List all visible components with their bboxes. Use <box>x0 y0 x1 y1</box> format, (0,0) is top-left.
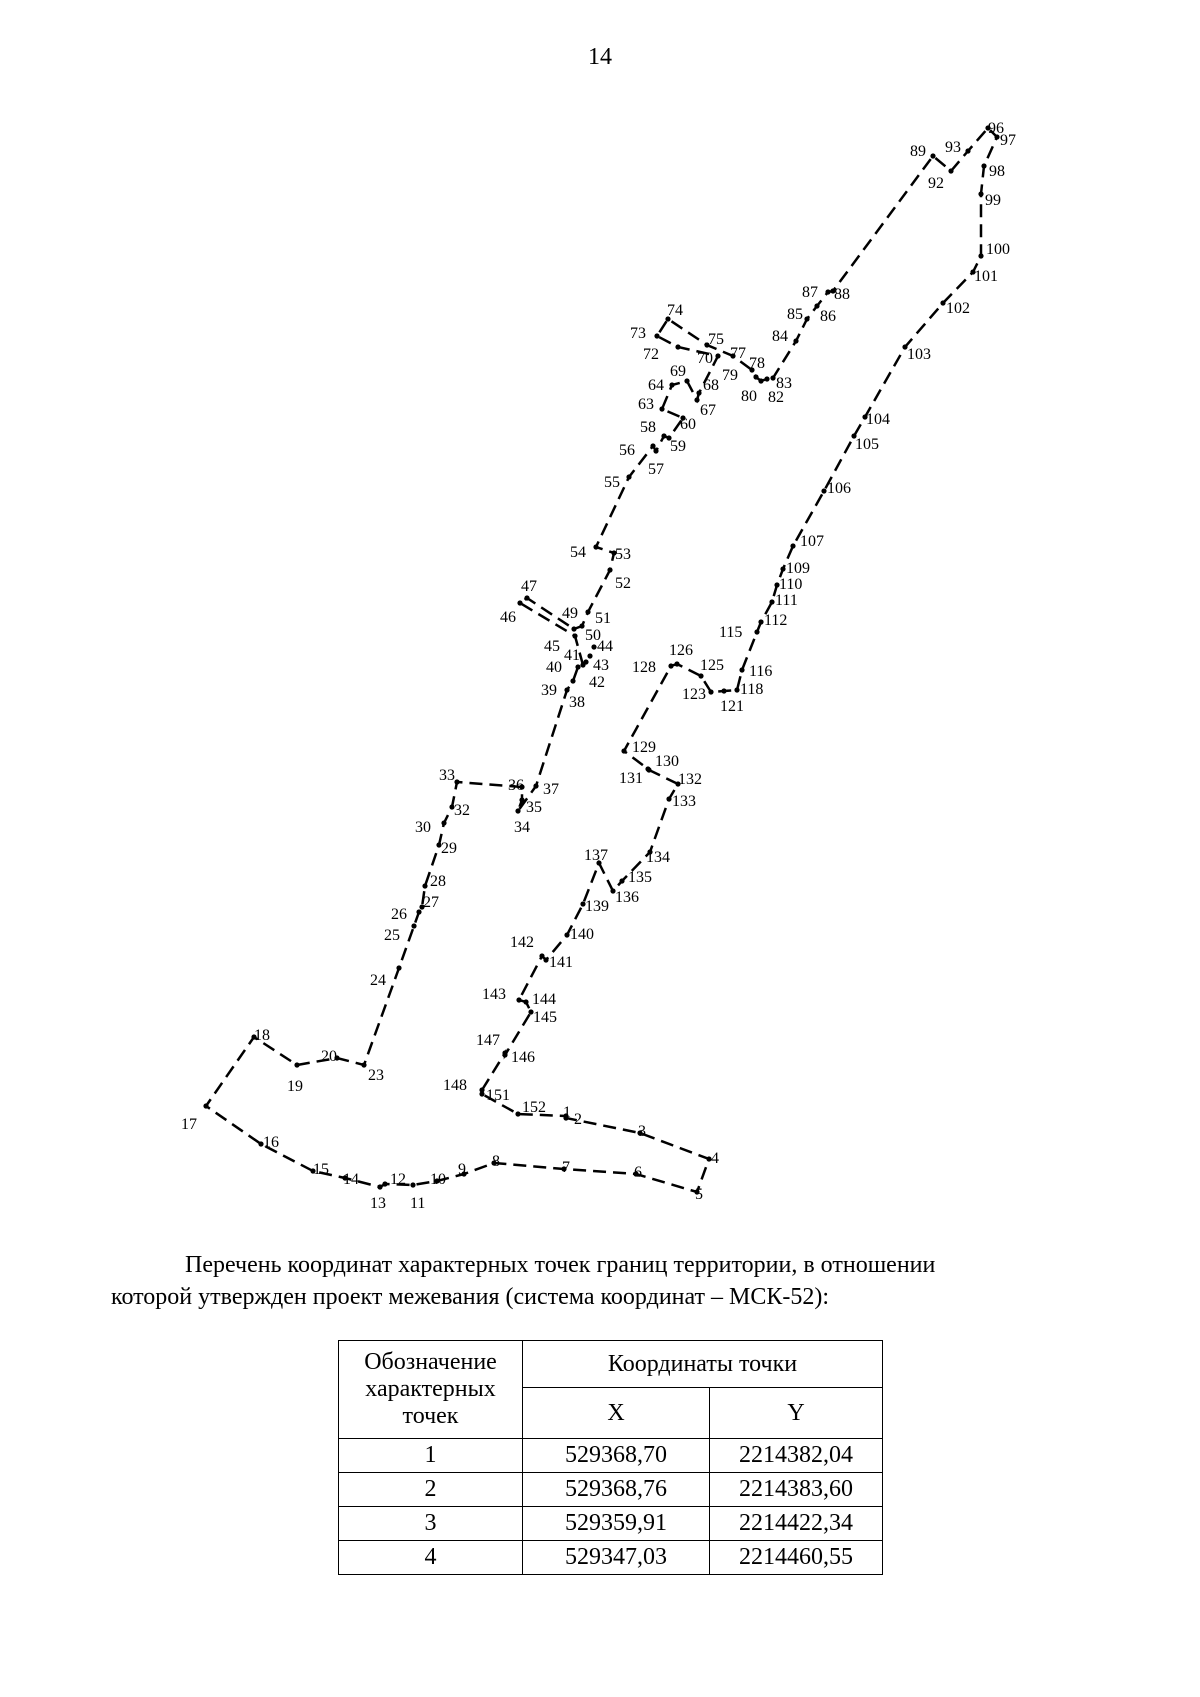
point-label-29: 29 <box>441 840 457 857</box>
boundary-point-11 <box>410 1182 415 1187</box>
point-label-39: 39 <box>541 682 557 699</box>
boundary-point-99 <box>978 191 983 196</box>
point-label-101: 101 <box>974 268 998 285</box>
point-label-58: 58 <box>640 419 656 436</box>
table-row <box>339 1541 883 1575</box>
boundary-point-37 <box>533 783 538 788</box>
point-label-123: 123 <box>682 686 706 703</box>
point-label-115: 115 <box>719 624 743 641</box>
boundary-point-42 <box>583 659 588 664</box>
point-label-111: 111 <box>775 592 798 609</box>
point-label-85: 85 <box>787 306 803 323</box>
boundary-point-54 <box>593 544 598 549</box>
point-label-57: 57 <box>648 461 664 478</box>
boundary-point-87 <box>825 289 830 294</box>
boundary-point-51 <box>585 609 590 614</box>
boundary-point-34 <box>515 808 520 813</box>
point-label-55: 55 <box>604 474 620 491</box>
boundary-point-56 <box>650 443 655 448</box>
header-point-designation: Обозначение характерных точек <box>339 1341 523 1439</box>
point-label-6: 6 <box>634 1164 642 1181</box>
point-label-30: 30 <box>415 819 431 836</box>
boundary-point-63 <box>659 406 664 411</box>
point-label-104: 104 <box>866 411 890 428</box>
point-label-116: 116 <box>749 663 773 680</box>
point-label-148: 148 <box>443 1077 467 1094</box>
point-label-92: 92 <box>928 175 944 192</box>
point-label-83: 83 <box>776 375 792 392</box>
table-row <box>339 1439 883 1473</box>
point-label-134: 134 <box>646 849 670 866</box>
point-label-12: 12 <box>390 1171 406 1188</box>
boundary-point-129 <box>621 748 626 753</box>
intro-paragraph <box>111 1249 1111 1313</box>
cell-y: 2214382,04 <box>710 1439 883 1473</box>
point-label-63: 63 <box>638 396 654 413</box>
coordinates-table <box>338 1340 883 1575</box>
point-label-50: 50 <box>585 627 601 644</box>
point-label-32: 32 <box>454 802 470 819</box>
point-label-100: 100 <box>986 241 1010 258</box>
point-label-82: 82 <box>768 389 784 406</box>
point-label-97: 97 <box>1000 132 1016 149</box>
boundary-point-45 <box>572 633 577 638</box>
point-label-2: 2 <box>574 1111 582 1128</box>
point-label-18: 18 <box>254 1027 270 1044</box>
point-label-132: 132 <box>678 771 702 788</box>
point-label-49: 49 <box>562 605 578 622</box>
boundary-point-17 <box>203 1103 208 1108</box>
point-label-13: 13 <box>370 1195 386 1212</box>
point-label-143: 143 <box>482 986 506 1003</box>
boundary-point-106 <box>821 488 826 493</box>
point-label-20: 20 <box>321 1048 337 1065</box>
cell-y: 2214460,55 <box>710 1541 883 1575</box>
boundary-point-86 <box>814 303 819 308</box>
boundary-point-118 <box>734 687 739 692</box>
boundary-point-25 <box>411 923 416 928</box>
point-label-10: 10 <box>430 1171 446 1188</box>
point-label-3: 3 <box>638 1123 646 1140</box>
point-label-26: 26 <box>391 906 407 923</box>
cell-point: 1 <box>339 1439 523 1473</box>
point-label-103: 103 <box>907 346 931 363</box>
point-label-80: 80 <box>741 388 757 405</box>
point-label-9: 9 <box>458 1161 466 1178</box>
boundary-point-57 <box>653 448 658 453</box>
table-row <box>339 1507 883 1541</box>
boundary-point-68 <box>696 390 701 395</box>
point-label-86: 86 <box>820 308 836 325</box>
boundary-point-19 <box>294 1062 299 1067</box>
point-label-77: 77 <box>730 345 746 362</box>
point-label-93: 93 <box>945 139 961 156</box>
point-label-121: 121 <box>720 698 744 715</box>
point-label-141: 141 <box>549 954 573 971</box>
point-label-96: 96 <box>988 120 1004 137</box>
boundary-point-50 <box>579 623 584 628</box>
boundary-point-112 <box>758 619 763 624</box>
boundary-point-142 <box>539 953 544 958</box>
point-label-112: 112 <box>764 612 788 629</box>
boundary-point-115 <box>754 629 759 634</box>
boundary-point-126 <box>674 661 679 666</box>
boundary-point-116 <box>739 667 744 672</box>
point-label-69: 69 <box>670 363 686 380</box>
boundary-point-111 <box>769 599 774 604</box>
point-label-78: 78 <box>749 355 765 372</box>
boundary-point-98 <box>981 163 986 168</box>
point-label-52: 52 <box>615 575 631 592</box>
point-label-74: 74 <box>667 302 683 319</box>
point-label-24: 24 <box>370 972 386 989</box>
point-label-7: 7 <box>562 1159 570 1176</box>
point-label-102: 102 <box>946 300 970 317</box>
point-label-72: 72 <box>643 346 659 363</box>
point-label-42: 42 <box>589 674 605 691</box>
table-row <box>339 1473 883 1507</box>
cell-x: 529347,03 <box>523 1541 710 1575</box>
boundary-point-30 <box>441 820 446 825</box>
point-label-110: 110 <box>779 576 803 593</box>
boundary-point-133 <box>666 796 671 801</box>
point-label-43: 43 <box>593 657 609 674</box>
point-label-5: 5 <box>695 1186 703 1203</box>
boundary-point-147 <box>502 1050 507 1055</box>
boundary-point-33 <box>454 779 459 784</box>
cell-x: 529368,76 <box>523 1473 710 1507</box>
boundary-point-79 <box>753 374 758 379</box>
boundary-point-73 <box>654 333 659 338</box>
point-label-19: 19 <box>287 1078 303 1095</box>
boundary-point-67 <box>694 397 699 402</box>
point-label-135: 135 <box>628 869 652 886</box>
point-label-84: 84 <box>772 328 788 345</box>
cell-point: 2 <box>339 1473 523 1507</box>
boundary-point-151 <box>479 1091 484 1096</box>
boundary-point-26 <box>416 909 421 914</box>
point-label-128: 128 <box>632 659 656 676</box>
boundary-point-39 <box>570 678 575 683</box>
boundary-point-89 <box>930 153 935 158</box>
point-label-44: 44 <box>597 638 613 655</box>
boundary-point-80 <box>758 378 763 383</box>
boundary-point-47 <box>524 595 529 600</box>
point-label-109: 109 <box>786 560 810 577</box>
point-label-16: 16 <box>263 1134 279 1151</box>
boundary-point-70 <box>715 353 720 358</box>
boundary-point-35 <box>519 797 524 802</box>
boundary-point-46 <box>517 600 522 605</box>
boundary-point-55 <box>626 474 631 479</box>
point-label-73: 73 <box>630 325 646 342</box>
point-label-38: 38 <box>569 694 585 711</box>
point-label-118: 118 <box>740 681 764 698</box>
boundary-point-52 <box>607 567 612 572</box>
boundary-point-102 <box>940 300 945 305</box>
boundary-point-140 <box>564 932 569 937</box>
point-label-60: 60 <box>680 416 696 433</box>
point-label-23: 23 <box>368 1067 384 1084</box>
boundary-point-40 <box>575 664 580 669</box>
boundary-point-144 <box>523 999 528 1004</box>
cell-x: 529359,91 <box>523 1507 710 1541</box>
point-label-45: 45 <box>544 638 560 655</box>
boundary-point-135 <box>619 878 624 883</box>
point-label-46: 46 <box>500 609 516 626</box>
point-label-51: 51 <box>595 610 611 627</box>
point-label-152: 152 <box>522 1099 546 1116</box>
point-label-130: 130 <box>655 753 679 770</box>
cell-y: 2214383,60 <box>710 1473 883 1507</box>
boundary-point-84 <box>793 338 798 343</box>
point-label-27: 27 <box>423 894 439 911</box>
point-label-37: 37 <box>543 781 559 798</box>
boundary-point-83 <box>770 375 775 380</box>
point-label-17: 17 <box>181 1116 197 1133</box>
point-label-99: 99 <box>985 192 1001 209</box>
boundary-point-64 <box>669 382 674 387</box>
cell-point: 4 <box>339 1541 523 1575</box>
boundary-point-38 <box>564 687 569 692</box>
boundary-point-93 <box>965 148 970 153</box>
point-label-79: 79 <box>722 367 738 384</box>
point-label-107: 107 <box>800 533 824 550</box>
point-label-34: 34 <box>514 819 530 836</box>
boundary-point-12 <box>382 1181 387 1186</box>
page-number: 14 <box>588 44 612 70</box>
boundary-point-100 <box>978 253 983 258</box>
point-label-54: 54 <box>570 544 586 561</box>
point-label-40: 40 <box>546 659 562 676</box>
point-label-136: 136 <box>615 889 639 906</box>
point-label-28: 28 <box>430 873 446 890</box>
point-label-144: 144 <box>532 991 556 1008</box>
point-label-87: 87 <box>802 284 818 301</box>
boundary-point-13 <box>377 1184 382 1189</box>
point-label-15: 15 <box>313 1161 329 1178</box>
point-label-151: 151 <box>486 1087 510 1104</box>
point-label-47: 47 <box>521 578 537 595</box>
point-label-131: 131 <box>619 770 643 787</box>
boundary-point-121 <box>721 688 726 693</box>
boundary-point-143 <box>516 997 521 1002</box>
boundary-point-125 <box>698 673 703 678</box>
point-label-105: 105 <box>855 436 879 453</box>
point-label-146: 146 <box>511 1049 535 1066</box>
cell-point: 3 <box>339 1507 523 1541</box>
boundary-point-123 <box>708 689 713 694</box>
boundary-point-131 <box>646 767 651 772</box>
point-label-14: 14 <box>343 1171 359 1188</box>
boundary-point-23 <box>361 1062 366 1067</box>
point-label-59: 59 <box>670 438 686 455</box>
cell-y: 2214422,34 <box>710 1507 883 1541</box>
point-label-137: 137 <box>584 847 608 864</box>
point-label-133: 133 <box>672 793 696 810</box>
cell-x: 529368,70 <box>523 1439 710 1473</box>
boundary-point-152 <box>515 1111 520 1116</box>
point-label-33: 33 <box>439 767 455 784</box>
boundary-point-141 <box>543 957 548 962</box>
point-label-125: 125 <box>700 657 724 674</box>
intro-line-1: Перечень координат характерных точек границ территории, в отношении <box>185 1252 936 1278</box>
point-label-41: 41 <box>564 647 580 664</box>
point-label-75: 75 <box>708 331 724 348</box>
point-label-89: 89 <box>910 143 926 160</box>
point-label-68: 68 <box>703 377 719 394</box>
point-label-70: 70 <box>697 350 713 367</box>
header-point-coordinates: Координаты точки <box>523 1341 883 1388</box>
boundary-point-109 <box>780 566 785 571</box>
point-label-88: 88 <box>834 286 850 303</box>
point-label-106: 106 <box>827 480 851 497</box>
point-label-126: 126 <box>669 642 693 659</box>
point-label-139: 139 <box>585 898 609 915</box>
point-label-98: 98 <box>989 163 1005 180</box>
point-label-64: 64 <box>648 377 664 394</box>
point-label-4: 4 <box>711 1150 719 1167</box>
boundary-point-85 <box>804 316 809 321</box>
header-x: X <box>523 1388 710 1439</box>
boundary-point-107 <box>790 543 795 548</box>
boundary-point-82 <box>764 376 769 381</box>
boundary-point-24 <box>396 965 401 970</box>
point-label-11: 11 <box>410 1195 426 1212</box>
boundary-point-72 <box>675 344 680 349</box>
boundary-point-49 <box>571 626 576 631</box>
point-label-53: 53 <box>615 546 631 563</box>
boundary-point-43 <box>587 653 592 658</box>
boundary-point-28 <box>422 883 427 888</box>
point-label-36: 36 <box>508 777 524 794</box>
boundary-point-128 <box>668 663 673 668</box>
point-label-56: 56 <box>619 442 635 459</box>
boundary-point-58 <box>661 433 666 438</box>
point-label-147: 147 <box>476 1032 500 1049</box>
header-y: Y <box>710 1388 883 1439</box>
intro-line-2: которой утвержден проект межевания (система координат – МСК-52): <box>111 1284 830 1310</box>
point-label-67: 67 <box>700 402 716 419</box>
point-label-8: 8 <box>492 1153 500 1170</box>
point-label-129: 129 <box>632 739 656 756</box>
point-label-140: 140 <box>570 926 594 943</box>
point-label-142: 142 <box>510 934 534 951</box>
point-label-35: 35 <box>526 799 542 816</box>
point-label-25: 25 <box>384 927 400 944</box>
point-label-1: 1 <box>563 1104 571 1121</box>
point-label-145: 145 <box>533 1009 557 1026</box>
boundary-point-92 <box>948 168 953 173</box>
boundary-point-44 <box>591 644 596 649</box>
